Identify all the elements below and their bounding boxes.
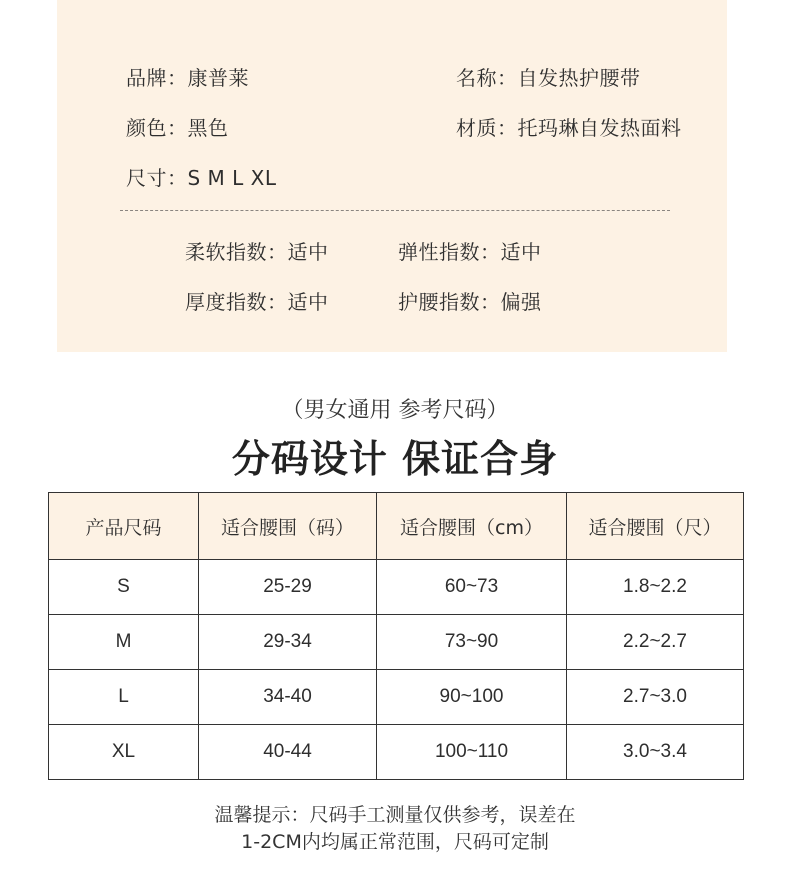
- cell-waist-cm: 73~90: [377, 615, 567, 670]
- spec-thickness: 厚度指数：适中: [185, 290, 329, 314]
- cell-size: S: [49, 560, 199, 615]
- size-table: [48, 492, 744, 780]
- header-waist-chi: 适合腰围（尺）: [567, 493, 744, 560]
- table-row: [49, 670, 744, 725]
- cell-waist-code: 25-29: [199, 560, 377, 615]
- table-row: [49, 560, 744, 615]
- note-line-1: 温馨提示：尺码手工测量仅供参考，误差在: [214, 804, 576, 826]
- cell-waist-code: 29-34: [199, 615, 377, 670]
- spec-waist-support: 护腰指数：偏强: [398, 290, 542, 314]
- cell-size: XL: [49, 725, 199, 780]
- note-line-2: 1-2CM内均属正常范围，尺码可定制: [241, 831, 549, 853]
- cell-waist-chi: 2.2~2.7: [567, 615, 744, 670]
- table-row: [49, 725, 744, 780]
- cell-size: M: [49, 615, 199, 670]
- spec-name: 名称：自发热护腰带: [456, 66, 641, 90]
- header-waist-code: 适合腰围（码）: [199, 493, 377, 560]
- dashed-divider: [120, 210, 670, 211]
- cell-waist-cm: 60~73: [377, 560, 567, 615]
- cell-size: L: [49, 670, 199, 725]
- cell-waist-cm: 90~100: [377, 670, 567, 725]
- header-product-size: 产品尺码: [49, 493, 199, 560]
- cell-waist-cm: 100~110: [377, 725, 567, 780]
- header-waist-cm: 适合腰围（cm）: [377, 493, 567, 560]
- spec-size: 尺寸：S M L XL: [126, 166, 277, 190]
- spec-brand: 品牌：康普莱: [126, 66, 249, 90]
- spec-color: 颜色：黑色: [126, 116, 229, 140]
- table-row: [49, 615, 744, 670]
- spec-softness: 柔软指数：适中: [185, 240, 329, 264]
- cell-waist-code: 40-44: [199, 725, 377, 780]
- spec-material: 材质：托玛琳自发热面料: [456, 116, 682, 140]
- section-title: 分码设计 保证合身: [231, 437, 559, 481]
- cell-waist-chi: 3.0~3.4: [567, 725, 744, 780]
- spec-elasticity: 弹性指数：适中: [398, 240, 542, 264]
- cell-waist-chi: 2.7~3.0: [567, 670, 744, 725]
- cell-waist-code: 34-40: [199, 670, 377, 725]
- cell-waist-chi: 1.8~2.2: [567, 560, 744, 615]
- table-header-row: [49, 493, 744, 560]
- section-subtitle: （男女通用 参考尺码）: [281, 398, 509, 423]
